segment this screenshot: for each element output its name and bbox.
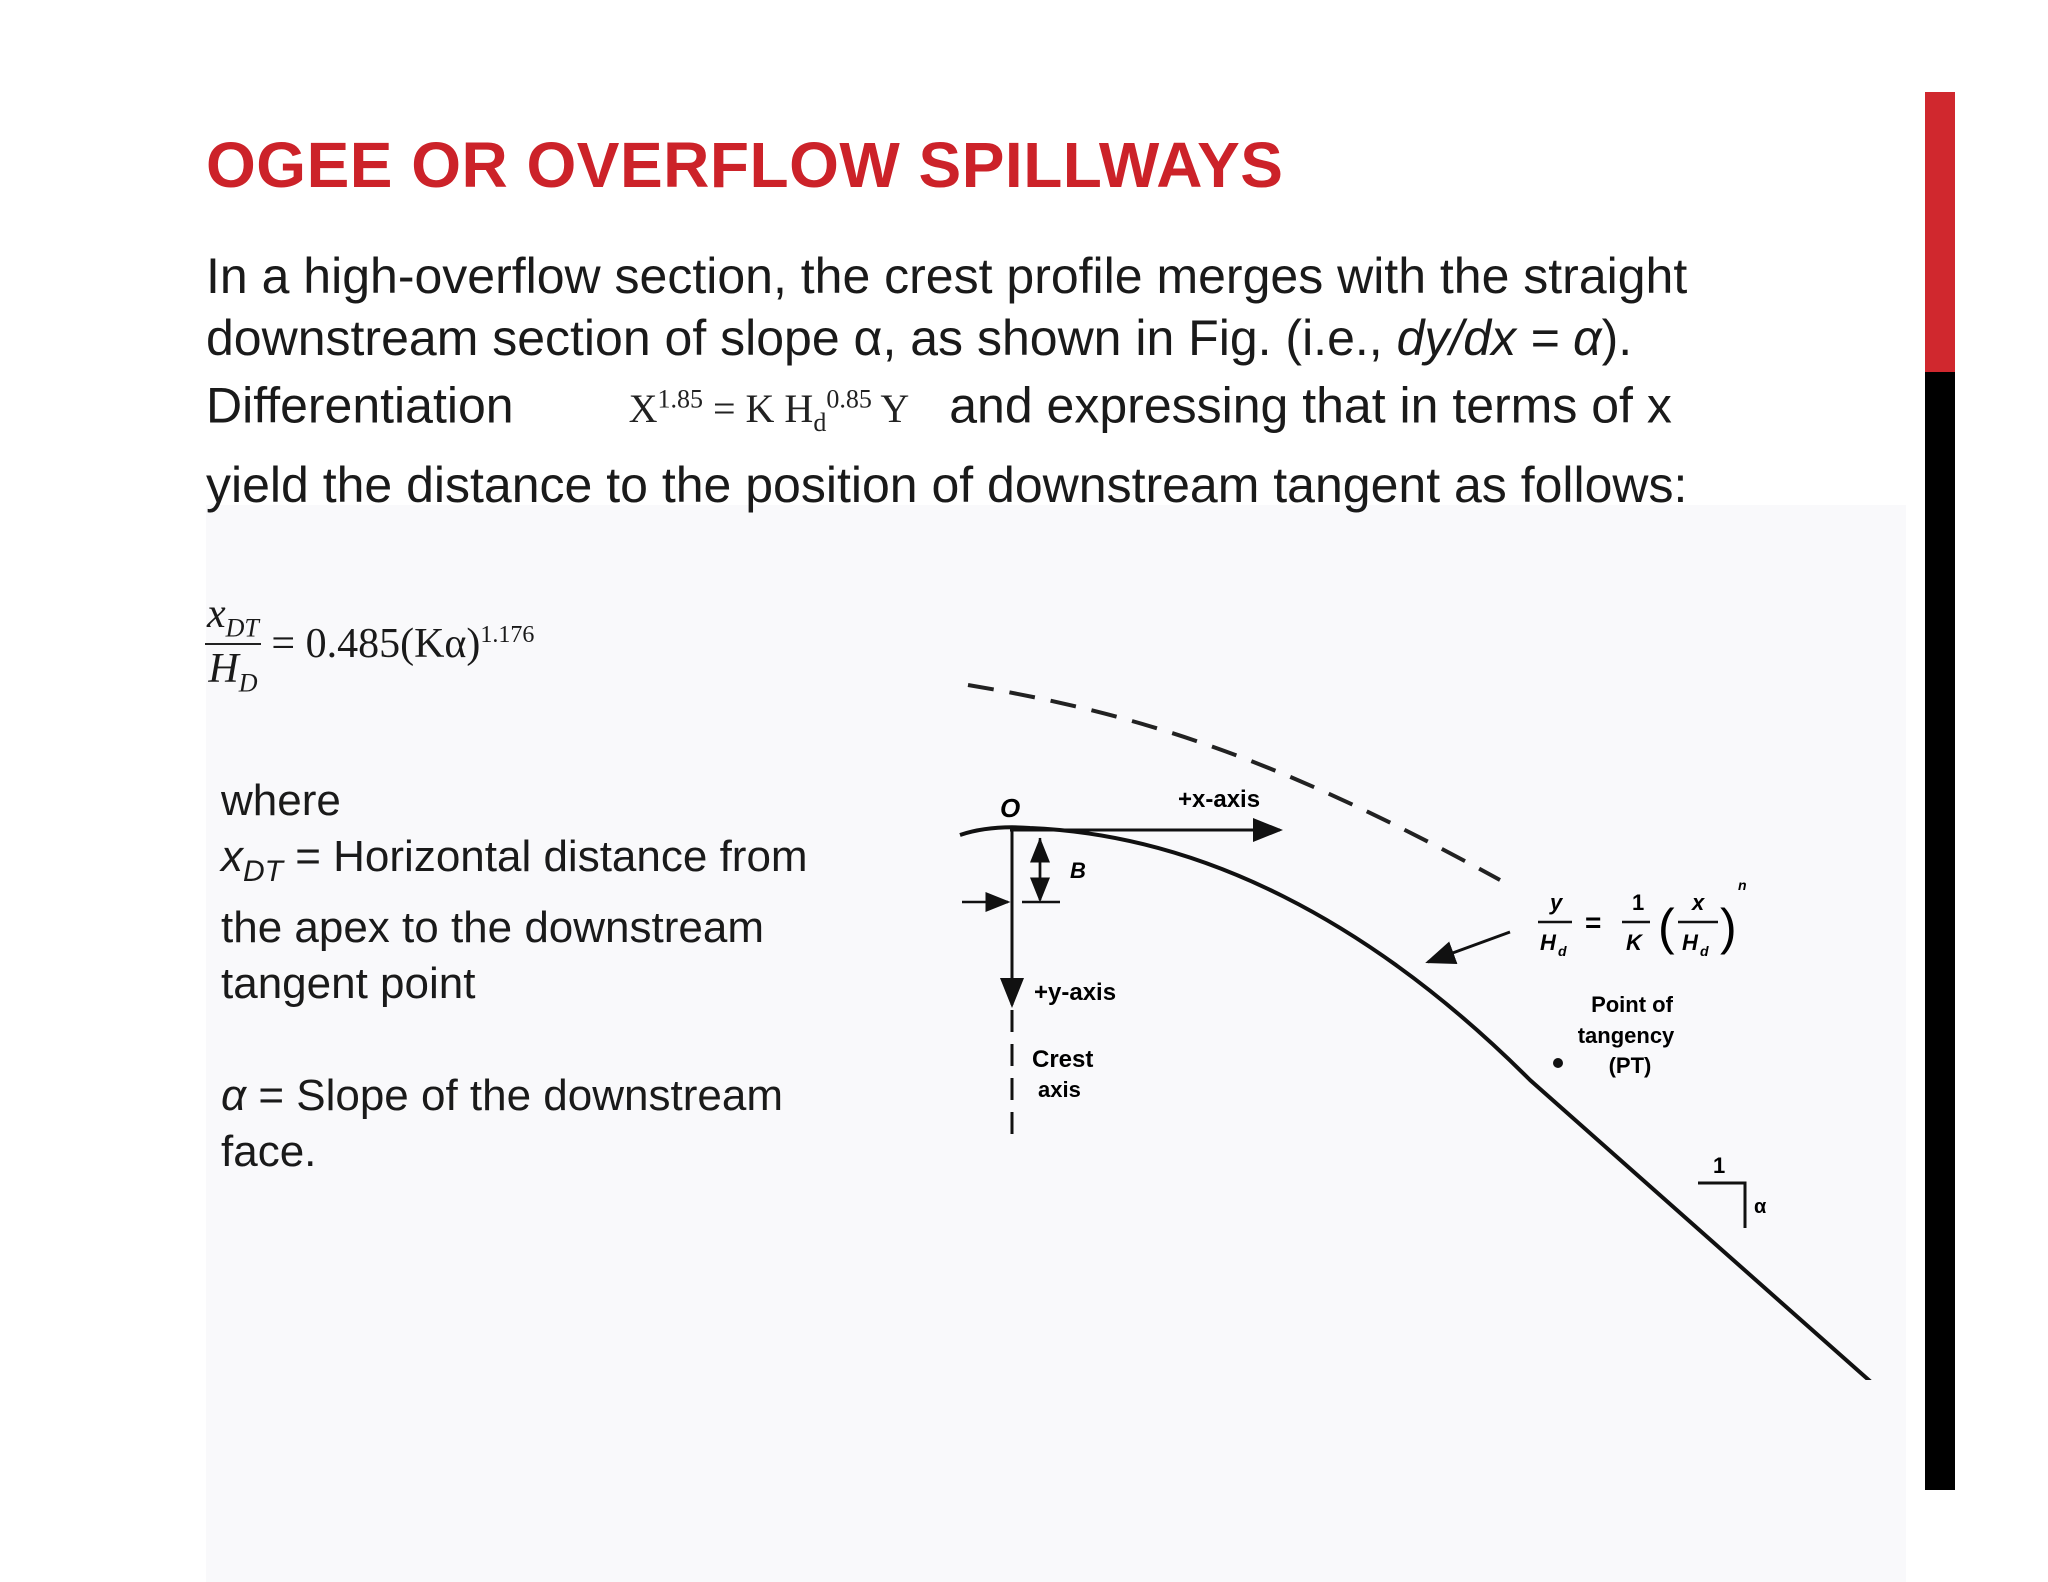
formula-fraction xyxy=(205,590,261,699)
eq-x: X xyxy=(628,386,658,432)
intro-line-3 xyxy=(206,369,1906,454)
pt-label-line-3: (PT) xyxy=(1608,1053,1652,1078)
where-label: where xyxy=(221,776,341,825)
svg-text:): ) xyxy=(1720,899,1737,955)
accent-bar-red xyxy=(1925,92,1955,372)
pt-label-line-1: Point of xyxy=(1591,992,1673,1017)
axis-label: axis xyxy=(1038,1077,1081,1102)
point-of-tangency-marker xyxy=(1553,1058,1563,1068)
eq-exp-1: 1.85 xyxy=(657,385,703,414)
x-axis-label: +x-axis xyxy=(1178,786,1261,813)
svg-text:K: K xyxy=(1626,930,1642,955)
eq-exp-2: 0.85 xyxy=(826,385,872,414)
crest-label: Crest xyxy=(1032,1046,1094,1073)
svg-text:d: d xyxy=(1558,943,1567,959)
svg-text:y: y xyxy=(1550,890,1563,915)
formula-denominator: $H_D$ xyxy=(208,646,258,698)
slope-alpha-label: α xyxy=(1754,1196,1767,1218)
crest-profile-equation xyxy=(628,385,910,438)
spillway-crest-diagram xyxy=(950,660,1890,1380)
definitions xyxy=(221,773,861,1180)
eq-y: Y xyxy=(871,386,910,432)
y-axis-label: +y-axis xyxy=(1034,979,1117,1006)
formula-rhs: = $0.485(K\alpha)^{1.176}$ xyxy=(271,621,535,668)
crest-profile-curve xyxy=(960,827,1880,1380)
formula-numerator: $x_{DT}$ xyxy=(205,590,261,645)
intro-line-2-text: downstream section of slope α, as shown in Fig. (i.e., xyxy=(206,310,1397,366)
pt-label-line-2: tangency xyxy=(1577,1023,1675,1048)
alpha-definition: α = Slope of the downstream face. xyxy=(221,1070,783,1176)
intro-line-4: yield the distance to the position of downstream tangent as follows: xyxy=(206,457,1688,514)
intro-line-3-end: and expressing that in terms of x xyxy=(949,377,1672,434)
eq-sub-d: d xyxy=(813,408,827,438)
b-label: B xyxy=(1070,858,1086,883)
formula-exponent: 1.176 xyxy=(480,622,535,649)
svg-text:x: x xyxy=(1692,890,1705,915)
tangent-distance-formula xyxy=(205,590,534,699)
intro-line-1: In a high-overflow section, the crest profile merges with the straight xyxy=(206,248,1688,304)
svg-text:H: H xyxy=(1540,930,1556,955)
slide-title: OGEE OR OVERFLOW SPILLWAYS xyxy=(206,129,1284,201)
equation-leader-arrow xyxy=(1428,932,1510,962)
intro-line-2 xyxy=(206,307,1906,369)
differentiation-label: Differentiation xyxy=(206,377,514,434)
slope-triangle xyxy=(1698,1183,1745,1228)
slope-run-label: 1 xyxy=(1713,1153,1726,1178)
svg-text:1: 1 xyxy=(1632,890,1645,915)
intro-paragraph xyxy=(206,245,1906,516)
profile-equation xyxy=(1538,877,1747,959)
svg-text:d: d xyxy=(1700,943,1709,959)
svg-text:H: H xyxy=(1682,930,1698,955)
svg-text:=: = xyxy=(1585,907,1602,938)
xdt-definition: $x_{DT}$ = Horizontal distance from the apex to the downstream tangent point xyxy=(221,832,808,1008)
intro-line-2-end: ). xyxy=(1601,310,1633,366)
svg-text:n: n xyxy=(1738,877,1747,893)
nappe-upper-surface xyxy=(968,685,1500,880)
accent-bar-black xyxy=(1925,372,1955,1490)
svg-text:(: ( xyxy=(1658,899,1675,955)
slope-expression: dy/dx = α xyxy=(1396,310,1602,366)
eq-mid: = K H xyxy=(702,386,814,432)
origin-label: O xyxy=(1000,793,1021,823)
